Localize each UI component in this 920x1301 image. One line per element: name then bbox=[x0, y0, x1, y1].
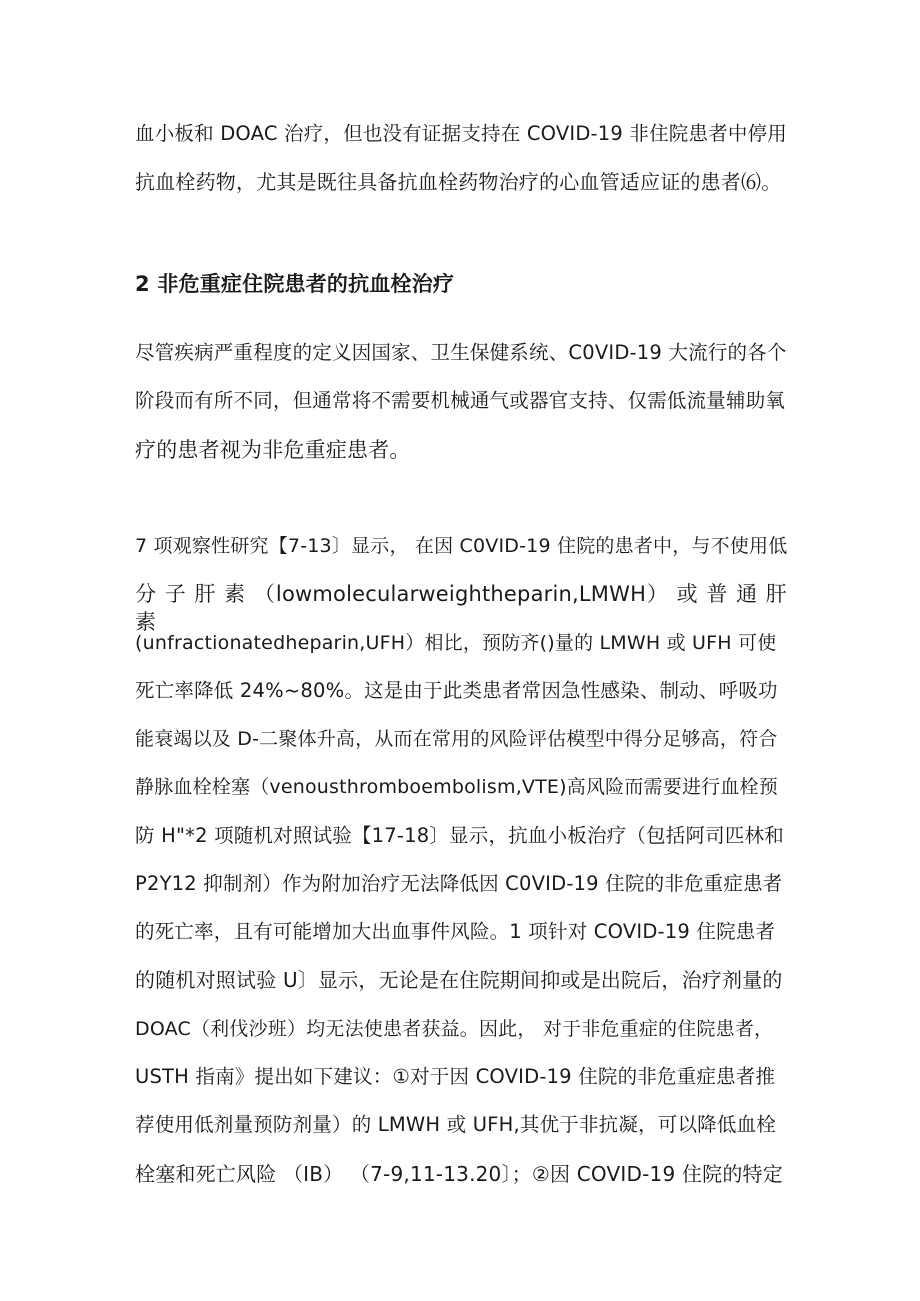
text-line: 能衰竭以及 D-二聚体升高，从而在常用的风险评估模型中得分足够高，符合 bbox=[135, 728, 778, 750]
text-line: 尽管疾病严重程度的定义因国家、卫生保健系统、C0VID-19 大流行的各个 bbox=[135, 341, 787, 364]
text-line: 7 项观察性研究【7-13〕显示， 在因 C0VID-19 住院的患者中，与不使用低 bbox=[135, 535, 788, 557]
text-line: 静脉血栓栓塞（venousthromboembolism,VTE)高风险而需要进行血栓预 bbox=[135, 776, 778, 798]
text-line: 阶段而有所不同，但通常将不需要机械通气或器官支持、仅需低流量辅助氧 bbox=[135, 389, 786, 412]
text-line: 抗血栓药物，尤其是既往具备抗血栓药物治疗的心血管适应证的患者⑹。 bbox=[135, 170, 782, 194]
text-line: 血小板和 DOAC 治疗，但也没有证据支持在 COVID-19 非住院患者中停用 bbox=[135, 122, 788, 145]
text-line: P2Y12 抑制剂）作为附加治疗无法降低因 C0VID-19 住院的非危重症患者 bbox=[135, 872, 783, 895]
text-line: DOAC（利伐沙班）均无法使患者获益。因此， 对于非危重症的住院患者， bbox=[135, 1018, 774, 1040]
text-line: 栓塞和死亡风险 （IB） （7-9,11-13.20〕；②因 COVID-19 住院的特定 bbox=[135, 1162, 783, 1186]
text-line: 分 子 肝 素 （lowmolecularweightheparin,LMWH） 或 普 通 肝 素 bbox=[135, 582, 787, 634]
text-line: 死亡率降低 24%~80%。这是由于此类患者常因急性感染、制动、呼吸功 bbox=[135, 679, 778, 702]
text-line: 疗的患者视为非危重症患者。 bbox=[135, 438, 411, 462]
text-line: USTH 指南》提出如下建议：①对于因 COVID-19 住院的非危重症患者推 bbox=[135, 1065, 776, 1088]
text-line: 的死亡率，且有可能增加大出血事件风险。1 项针对 COVID-19 住院患者 bbox=[135, 920, 776, 943]
text-line: 的随机对照试验 U〕显示，无论是在住院期间抑或是出院后，治疗剂量的 bbox=[135, 968, 783, 992]
text-line: 防 H"*2 项随机对照试验【17-18〕显示，抗血小板治疗（包括阿司匹林和 bbox=[135, 824, 784, 847]
text-line: (unfractionatedheparin,UFH）相比，预防齐()量的 LMWH 或 UFH 可使 bbox=[135, 632, 777, 654]
text-line: 荐使用低剂量预防剂量）的 LMWH 或 UFH,其优于非抗凝，可以降低血栓 bbox=[135, 1113, 776, 1136]
section-heading: 2 非危重症住院患者的抗血栓治疗 bbox=[135, 272, 455, 296]
